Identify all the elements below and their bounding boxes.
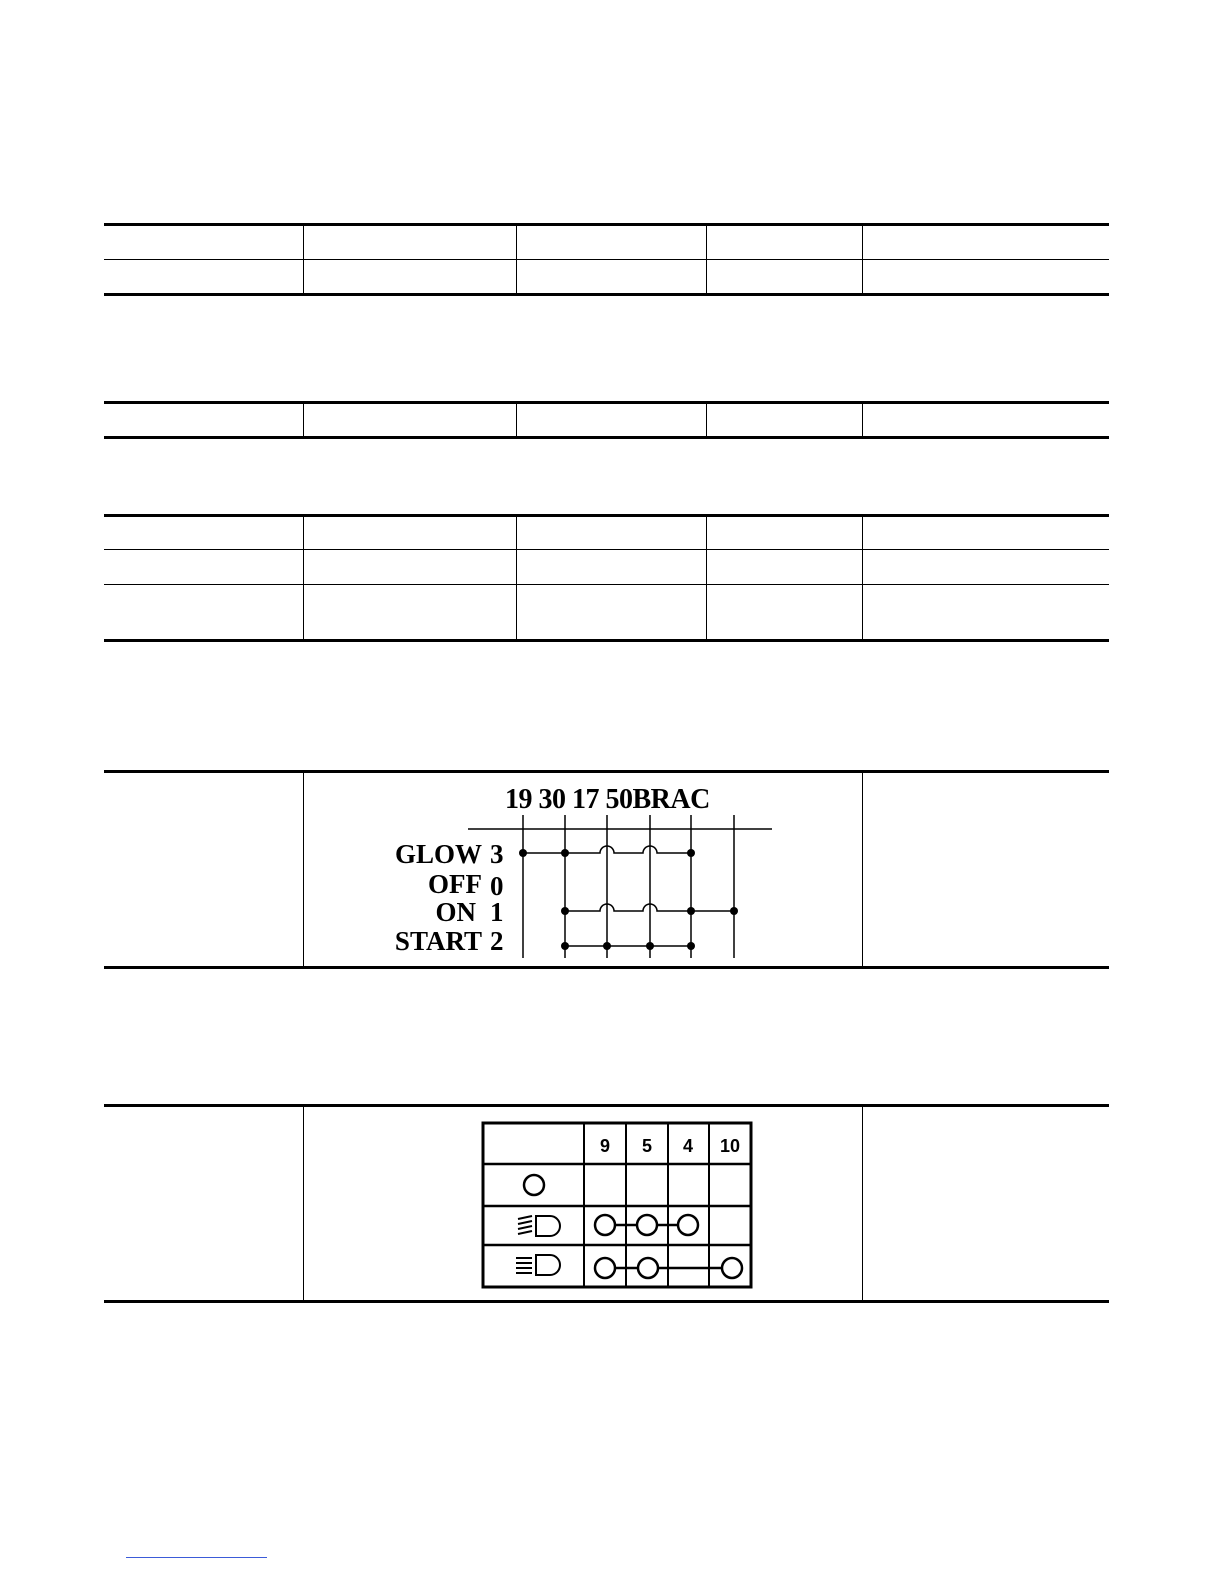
table-3-col-divider: [862, 517, 863, 640]
table-2-col-divider: [516, 404, 517, 437]
table-3-col-divider: [706, 517, 707, 640]
table-1-col-divider: [706, 226, 707, 294]
table-2-col-divider: [303, 404, 304, 437]
ignition-row-num-glow: 3: [490, 839, 504, 869]
table-5-top-rule: [104, 1104, 1109, 1107]
table-3-row-divider: [104, 549, 1109, 550]
light-col-header-5: 5: [641, 1136, 653, 1156]
ignition-row-label-glow: GLOW: [394, 839, 482, 869]
table-2-col-divider: [706, 404, 707, 437]
low-beam-connections: [595, 1215, 698, 1235]
table-4-bottom-rule: [104, 966, 1109, 969]
ignition-connection-dots: [519, 849, 738, 950]
ignition-terminal-lines: [523, 815, 734, 958]
light-col-header-9: 9: [599, 1136, 611, 1156]
footer-link-underline[interactable]: [126, 1557, 267, 1558]
table-4-top-rule: [104, 770, 1109, 773]
low-beam-icon: [518, 1216, 560, 1236]
ignition-row-num-off: 0: [490, 871, 504, 901]
light-switch-diagram: [478, 1118, 758, 1292]
ignition-switch-diagram: [360, 778, 780, 963]
table-4-col-divider: [303, 773, 304, 967]
table-2-bottom-rule: [104, 436, 1109, 439]
table-4-col-divider: [862, 773, 863, 967]
table-1-col-divider: [862, 226, 863, 294]
table-3-col-divider: [516, 517, 517, 640]
table-1-col-divider: [516, 226, 517, 294]
ignition-column-header: 19 30 17 50BRAC: [505, 784, 710, 815]
table-1-row-divider: [104, 259, 1109, 260]
table-1-col-divider: [303, 226, 304, 294]
high-beam-icon: [516, 1255, 560, 1275]
table-5-col-divider: [862, 1107, 863, 1301]
off-circle-icon: [524, 1175, 544, 1195]
table-1-top-rule: [104, 223, 1109, 226]
ignition-row-label-on: ON: [435, 897, 476, 927]
table-3-col-divider: [303, 517, 304, 640]
table-2-top-rule: [104, 401, 1109, 404]
table-2-col-divider: [862, 404, 863, 437]
light-col-header-10: 10: [719, 1136, 741, 1156]
ignition-row-label-off: OFF: [428, 869, 482, 899]
ignition-row-num-on: 1: [490, 897, 504, 927]
table-1-bottom-rule: [104, 293, 1109, 296]
table-3-bottom-rule: [104, 639, 1109, 642]
table-3-top-rule: [104, 514, 1109, 517]
light-col-header-4: 4: [682, 1136, 694, 1156]
ignition-row-num-start: 2: [490, 926, 504, 956]
table-5-col-divider: [303, 1107, 304, 1301]
ignition-row-label-start: START: [394, 926, 482, 956]
table-5-bottom-rule: [104, 1300, 1109, 1303]
table-3-row-divider: [104, 584, 1109, 585]
